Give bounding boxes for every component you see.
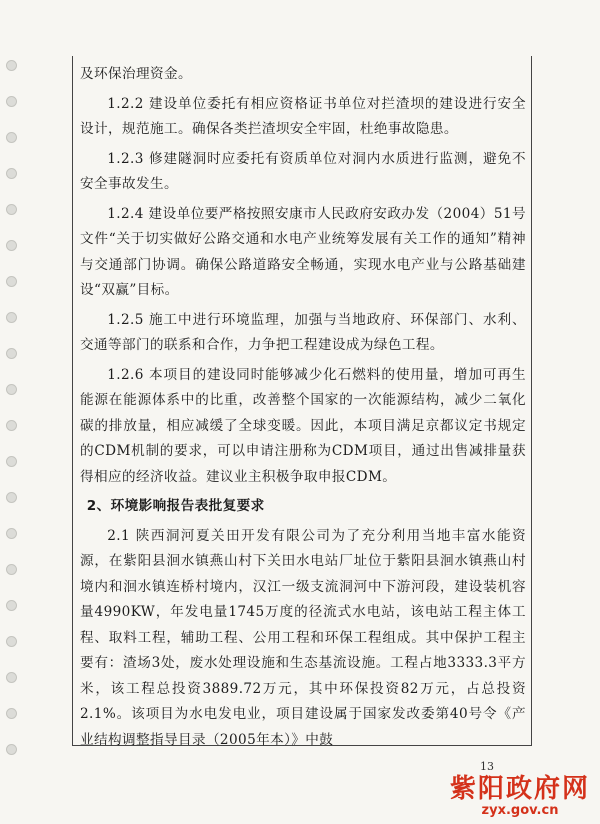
binding-hole [6,240,17,251]
binding-hole [6,744,17,755]
binding-hole [6,636,17,647]
binding-hole [6,672,17,683]
binding-hole [6,132,17,143]
binding-hole [6,420,17,431]
binding-hole [6,384,17,395]
section-heading: 2、环境影响报告表批复要求 [86,498,265,514]
binding-hole [6,60,17,71]
watermark-url: zyx.gov.cn [481,803,559,818]
binding-hole [6,600,17,611]
binding-hole [6,276,17,287]
binding-hole [6,708,17,719]
paragraph-1-2-4: 1.2.4 建设单位要严格按照安康市人民政府安政办发（2004）51号文件“关于切实做好公路交通和水电产业统筹发展有关工作的通知”精神与交通部门协调。确保公路道路安全畅通，实现水电产业与公路基础建设“双赢”目标。 [80,205,526,298]
document-body [80,62,526,753]
page-number: 13 [480,760,494,773]
binding-hole [6,456,17,467]
binding-hole [6,96,17,107]
paragraph-continuation: 及环保治理资金。 [80,66,192,82]
watermark-name: 紫阳政府网 [449,774,590,804]
binding-hole [6,204,17,215]
binding-hole [6,564,17,575]
paragraph-1-2-6: 1.2.6 本项目的建设同时能够减少化石燃料的使用量，增加可再生能源在能源体系中的比重，改善整个国家的一次能源结构，减少二氧化碳的排放量，相应减缓了全球变暖。因此，本项目满足京都议定书规定的CDM机制的要求，可以申请注册称为CDM项目，通过出售减排量获得相应的经济收益。建议业主积极争取申报CDM。 [80,366,526,485]
binding-hole [6,528,17,539]
binding-hole [6,348,17,359]
binding-hole [6,312,17,323]
paragraph-1-2-3: 1.2.3 修建隧洞时应委托有资质单位对洞内水质进行监测，避免不安全事故发生。 [80,150,526,192]
paragraph-1-2-5: 1.2.5 施工中进行环境监理，加强与当地政府、环保部门、水利、交通等部门的联系和合作，力争把工程建设成为绿色工程。 [80,311,526,353]
binding-hole [6,492,17,503]
paragraph-2-1: 2.1 陕西洞河夏关田开发有限公司为了充分利用当地丰富水能资源，在紫阳县洄水镇燕山村下关田水电站厂址位于紫阳县洄水镇燕山村境内和洄水镇连桥村境内，汉江一级支流洞河中下游河段，建设装机容量4990KW，年发电量1745万度的径流式水电站，该电站工程主体工程、取料工程，辅助工程、公用工程和环保工程组成。其中保护工程主要有：渣场3处，废水处理设施和生态基流设施。工程占地3333.3平方米，该工程总投资3889.72万元，其中环保投资82万元，占总投资2.1%。该项目为水电发电业，项目建设属于国家发改委第40号令《产业结构调整指导目录（2005年本）》中鼓 [80,527,526,748]
paragraph-1-2-2: 1.2.2 建设单位委托有相应资格证书单位对拦渣坝的建设进行安全设计，规范施工。确保各类拦渣坝安全牢固，杜绝事故隐患。 [80,95,526,137]
watermark-logo [450,774,590,818]
binding-hole [6,168,17,179]
